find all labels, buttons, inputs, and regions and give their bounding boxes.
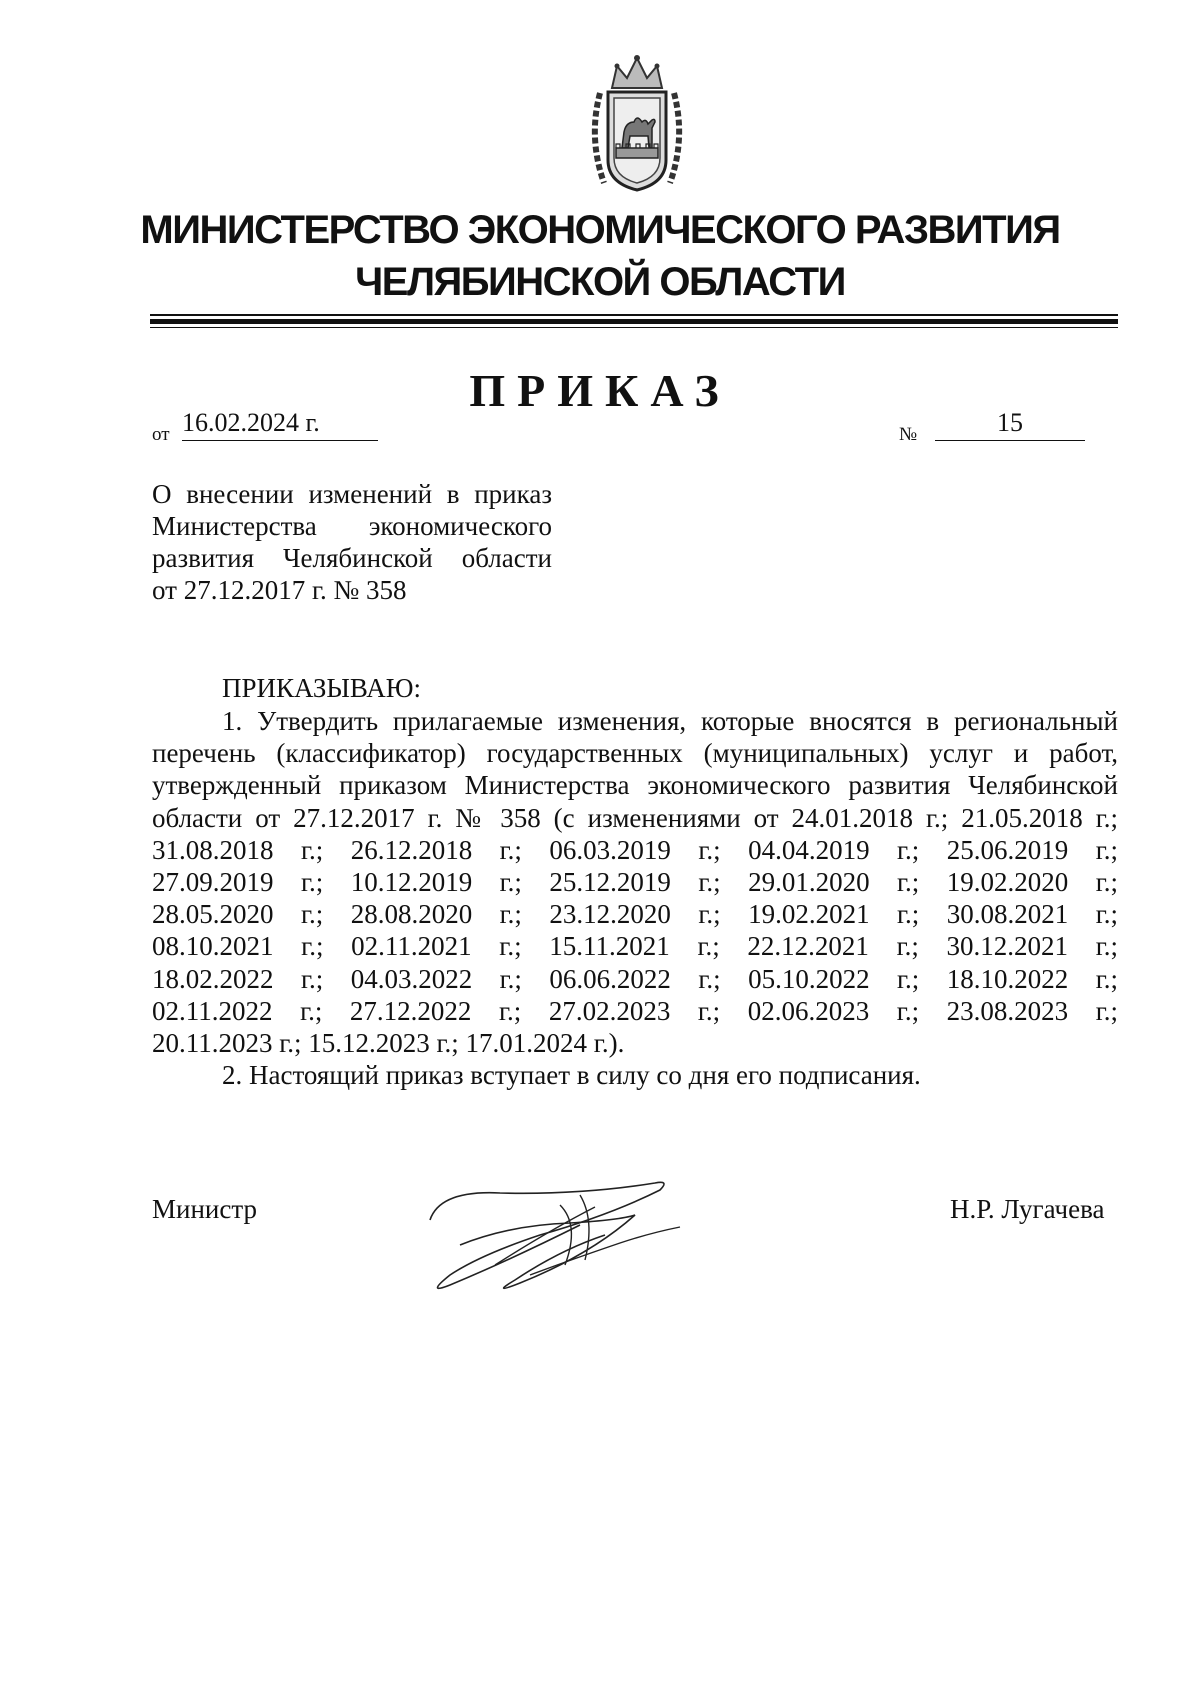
header-rule-thick	[150, 319, 1118, 324]
signer-name: Н.Р. Лугачева	[950, 1194, 1105, 1224]
coat-of-arms-icon	[582, 48, 692, 198]
paragraph-line: перечень (классификатор) государственных (муниципальных) услуг и работ,	[152, 738, 1118, 769]
document-subject	[152, 478, 552, 606]
paragraph-line: 31.08.2018 г.; 26.12.2018 г.; 06.03.2019 г.; 04.04.2019 г.; 25.06.2019 г.;	[152, 834, 1118, 865]
paragraph-line: 08.10.2021 г.; 02.11.2021 г.; 15.11.2021 г.; 22.12.2021 г.; 30.12.2021 г.;	[152, 931, 1118, 962]
paragraph-line: 28.05.2020 г.; 28.08.2020 г.; 23.12.2020 г.; 19.02.2021 г.; 30.08.2021 г.;	[152, 899, 1118, 930]
paragraph-line: 1. Утвердить прилагаемые изменения, которые вносятся в региональный	[222, 706, 1118, 736]
document-date: 16.02.2024 г.	[182, 408, 378, 441]
paragraph-line: 27.09.2019 г.; 10.12.2019 г.; 25.12.2019 г.; 29.01.2020 г.; 19.02.2020 г.;	[152, 867, 1118, 898]
ministry-name-line1: МИНИСТЕРСТВО ЭКОНОМИЧЕСКОГО РАЗВИТИЯ	[140, 208, 1060, 252]
header-rule-thin-bottom	[150, 327, 1118, 328]
order-word: ПРИКАЗЫВАЮ:	[222, 673, 421, 703]
header-rule-thin-top	[150, 314, 1118, 316]
paragraph-line: 20.11.2023 г.; 15.12.2023 г.; 17.01.2024 г.).	[152, 1028, 625, 1059]
document-body	[152, 705, 1118, 1091]
number-prefix: №	[899, 424, 918, 445]
signer-role: Министр	[152, 1194, 257, 1224]
ministry-name-line2: ЧЕЛЯБИНСКОЙ ОБЛАСТИ	[355, 260, 845, 304]
document-number: 15	[935, 408, 1085, 441]
subject-line: развития Челябинской области	[152, 543, 552, 573]
paragraph-line: области от 27.12.2017 г. № 358 (с изменениями от 24.01.2018 г.; 21.05.2018 г.;	[152, 802, 1118, 833]
subject-line: Министерства экономического	[152, 511, 552, 541]
subject-line: от 27.12.2017 г. № 358	[152, 575, 407, 605]
date-prefix: от	[152, 424, 170, 445]
paragraph-2: 2. Настоящий приказ вступает в силу со дня его подписания.	[222, 1060, 921, 1091]
paragraph-line: утвержденный приказом Министерства экономического развития Челябинской	[152, 770, 1118, 801]
paragraph-line: 02.11.2022 г.; 27.12.2022 г.; 27.02.2023 г.; 02.06.2023 г.; 23.08.2023 г.;	[152, 995, 1118, 1026]
handwritten-signature-icon	[420, 1165, 730, 1305]
subject-line: О внесении изменений в приказ	[152, 479, 552, 509]
document-type-title: ПРИКАЗ	[469, 365, 731, 416]
paragraph-line: 18.02.2022 г.; 04.03.2022 г.; 06.06.2022 г.; 05.10.2022 г.; 18.10.2022 г.;	[152, 963, 1118, 994]
paragraph-1	[152, 705, 1118, 1059]
